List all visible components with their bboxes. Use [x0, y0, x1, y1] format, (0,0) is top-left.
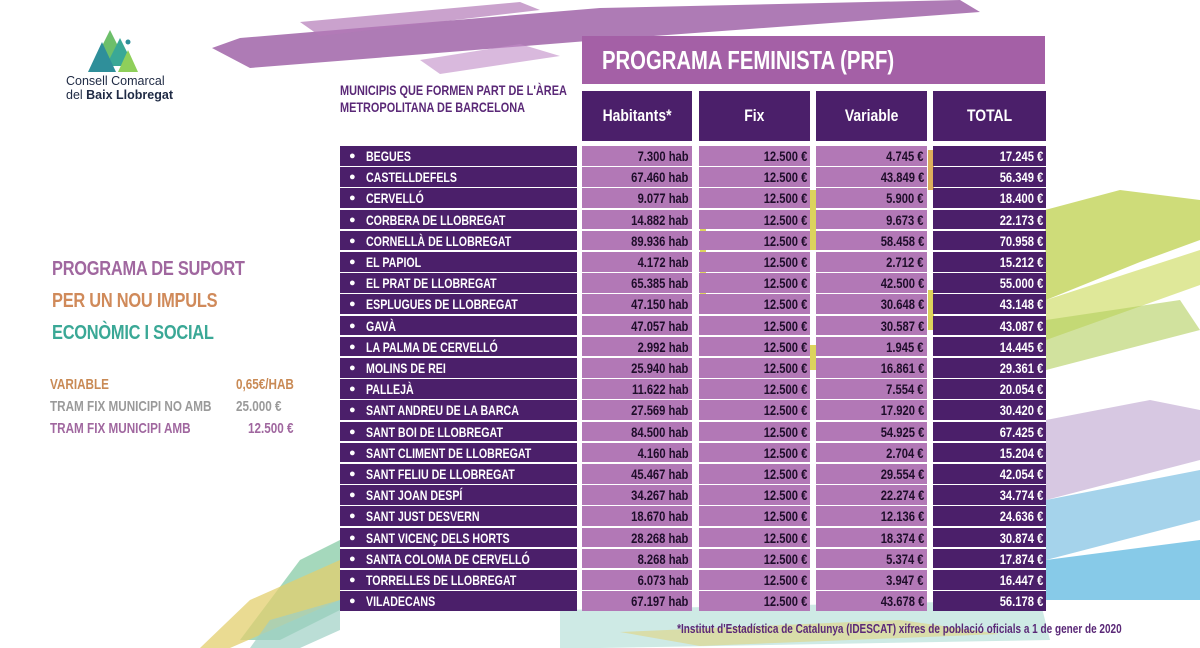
municipality-name: SANT JUST DESVERN [366, 508, 480, 525]
bullet-icon: ● [349, 298, 356, 311]
habitants-cell [582, 273, 692, 293]
fix-value: 12.500 € [763, 508, 807, 525]
variable-cell [816, 443, 927, 463]
municipality-name: SANT FELIU DE LLOBREGAT [366, 466, 515, 482]
total-cell [933, 231, 1046, 251]
total-cell [933, 188, 1046, 208]
param-value: 25.000 € [236, 398, 282, 415]
total-cell [933, 294, 1046, 314]
param-value: 0,65€/HAB [236, 376, 294, 393]
variable-value: 7.554 € [886, 381, 924, 398]
municipality-cell [340, 273, 577, 293]
habitants-cell [582, 464, 692, 484]
total-cell [933, 358, 1046, 378]
variable-value: 42.500 € [880, 275, 924, 292]
total-value: 29.361 € [999, 360, 1043, 376]
habitants-cell [582, 188, 692, 208]
variable-value: 2.704 € [886, 444, 924, 461]
fix-value: 12.500 € [763, 317, 807, 334]
habitants-cell [582, 506, 692, 526]
municipality-cell [340, 146, 577, 166]
municipality-cell [340, 549, 577, 569]
column-header-variable [816, 91, 927, 141]
habitants-cell [582, 422, 692, 442]
bullet-icon: ● [349, 277, 356, 290]
variable-value: 5.900 € [886, 190, 924, 207]
variable-value: 5.374 € [886, 550, 924, 567]
habitants-cell [582, 485, 692, 505]
habitants-value: 89.936 hab [631, 232, 689, 249]
habitants-cell [582, 146, 692, 166]
column-header-label: Habitants* [602, 106, 672, 125]
fix-value: 12.500 € [763, 466, 807, 482]
habitants-value: 34.267 hab [631, 487, 689, 504]
fix-cell [699, 210, 810, 230]
total-value: 67.425 € [999, 423, 1043, 440]
fix-cell [699, 379, 810, 399]
municipality-name: CERVELLÓ [366, 190, 424, 207]
total-cell [933, 570, 1046, 590]
variable-cell [816, 337, 927, 357]
column-header-label: Fix [744, 106, 765, 125]
municipalities-header [340, 82, 580, 116]
total-cell [933, 506, 1046, 526]
bullet-icon: ● [349, 171, 356, 184]
fix-cell [699, 485, 810, 505]
footnote [566, 622, 1122, 636]
variable-cell [816, 528, 927, 548]
logo-line-2-prefix: del [66, 88, 87, 102]
fix-cell [699, 506, 810, 526]
param-label: TRAM FIX MUNICIPI AMB [50, 420, 191, 437]
municipality-cell [340, 337, 577, 357]
fix-cell [699, 570, 810, 590]
municipality-name: CORNELLÀ DE LLOBREGAT [366, 232, 512, 249]
bullet-icon: ● [349, 595, 356, 608]
footnote-text: *Institut d'Estadística de Catalunya (IDESCAT) xifres de població oficials a 1 de gener de 2020 [677, 622, 1122, 636]
fix-value: 12.500 € [763, 487, 807, 504]
logo-line-1: Consell Comarcal [66, 74, 165, 88]
fix-cell [699, 231, 810, 251]
habitants-value: 2.992 hab [637, 338, 689, 355]
total-cell [933, 146, 1046, 166]
fix-value: 12.500 € [763, 211, 807, 228]
habitants-cell [582, 443, 692, 463]
municipality-name: SANT ANDREU DE LA BARCA [366, 402, 519, 419]
habitants-value: 45.467 hab [631, 466, 689, 482]
municipalities-header-line-2: METROPOLITANA DE BARCELONA [340, 99, 526, 115]
municipality-name: LA PALMA DE CERVELLÓ [366, 338, 498, 355]
habitants-cell [582, 570, 692, 590]
municipality-cell [340, 400, 577, 420]
bullet-icon: ● [349, 574, 356, 586]
bullet-icon: ● [349, 446, 356, 459]
municipality-name: CORBERA DE LLOBREGAT [366, 211, 506, 228]
variable-value: 54.925 € [880, 423, 924, 440]
municipality-cell [340, 316, 577, 336]
column-header-fix [699, 91, 810, 141]
bullet-icon: ● [349, 425, 356, 438]
fix-cell [699, 188, 810, 208]
municipality-name: SANT JOAN DESPÍ [366, 487, 463, 504]
total-cell [933, 485, 1046, 505]
variable-cell [816, 231, 927, 251]
bullet-icon: ● [349, 383, 356, 396]
total-value: 56.349 € [999, 169, 1043, 186]
fix-value: 12.500 € [763, 402, 807, 419]
habitants-value: 6.073 hab [637, 572, 689, 588]
fix-value: 12.500 € [763, 381, 807, 398]
habitants-value: 7.300 hab [637, 148, 689, 164]
variable-cell [816, 188, 927, 208]
fix-value: 12.500 € [763, 232, 807, 249]
total-cell [933, 167, 1046, 187]
habitants-value: 67.460 hab [631, 169, 689, 186]
bullet-icon: ● [349, 340, 356, 353]
param-tram-fix-amb [50, 420, 320, 442]
municipality-name: GAVÀ [366, 317, 396, 334]
municipality-name: TORRELLES DE LLOBREGAT [366, 572, 517, 588]
municipality-name: SANTA COLOMA DE CERVELLÓ [366, 550, 530, 567]
fix-cell [699, 252, 810, 272]
municipality-cell [340, 464, 577, 484]
habitants-value: 67.197 hab [631, 593, 689, 610]
fix-value: 12.500 € [763, 190, 807, 207]
habitants-cell [582, 167, 692, 187]
total-cell [933, 379, 1046, 399]
total-value: 14.445 € [999, 338, 1043, 355]
bullet-icon: ● [349, 510, 356, 523]
variable-value: 17.920 € [880, 402, 924, 419]
side-title-line-3: ECONÒMIC I SOCIAL [52, 322, 214, 344]
variable-value: 22.274 € [880, 487, 924, 504]
fix-cell [699, 464, 810, 484]
total-cell [933, 443, 1046, 463]
municipality-cell [340, 188, 577, 208]
habitants-cell [582, 210, 692, 230]
fix-cell [699, 358, 810, 378]
habitants-value: 25.940 hab [631, 360, 689, 376]
habitants-value: 11.622 hab [632, 381, 689, 398]
total-value: 22.173 € [999, 211, 1043, 228]
fix-cell [699, 549, 810, 569]
variable-cell [816, 273, 927, 293]
habitants-value: 4.172 hab [637, 254, 689, 270]
variable-value: 16.861 € [880, 360, 924, 376]
variable-value: 12.136 € [880, 508, 924, 525]
municipality-cell [340, 231, 577, 251]
logo-line-2 [66, 88, 173, 102]
habitants-cell [582, 337, 692, 357]
logo-line-2-bold: Baix Llobregat [86, 88, 173, 102]
total-value: 17.245 € [999, 148, 1043, 164]
habitants-cell [582, 528, 692, 548]
total-value: 30.420 € [999, 402, 1043, 419]
total-value: 70.958 € [999, 232, 1043, 249]
column-header-habitants [582, 91, 692, 141]
fix-value: 12.500 € [763, 148, 807, 164]
column-header-label: Variable [844, 106, 899, 125]
fix-value: 12.500 € [763, 338, 807, 355]
habitants-cell [582, 400, 692, 420]
fix-value: 12.500 € [763, 275, 807, 292]
municipality-name: CASTELLDEFELS [366, 169, 458, 186]
habitants-value: 84.500 hab [631, 423, 689, 440]
municipality-name: EL PRAT DE LLOBREGAT [366, 275, 497, 292]
municipality-name: ESPLUGUES DE LLOBREGAT [366, 296, 518, 313]
habitants-cell [582, 294, 692, 314]
total-value: 15.204 € [999, 444, 1043, 461]
total-cell [933, 464, 1046, 484]
habitants-value: 28.268 hab [631, 529, 689, 546]
total-cell [933, 210, 1046, 230]
habitants-cell [582, 252, 692, 272]
municipality-cell [340, 528, 577, 548]
variable-cell [816, 210, 927, 230]
variable-value: 3.947 € [886, 572, 924, 588]
municipality-cell [340, 252, 577, 272]
variable-value: 43.678 € [880, 593, 924, 610]
fix-cell [699, 146, 810, 166]
variable-value: 18.374 € [880, 529, 924, 546]
habitants-cell [582, 231, 692, 251]
municipality-cell [340, 358, 577, 378]
variable-cell [816, 252, 927, 272]
total-value: 55.000 € [999, 275, 1043, 292]
habitants-value: 8.268 hab [637, 550, 689, 567]
variable-cell [816, 422, 927, 442]
total-cell [933, 273, 1046, 293]
fix-value: 12.500 € [763, 572, 807, 588]
fix-cell [699, 400, 810, 420]
variable-cell [816, 316, 927, 336]
bullet-icon: ● [349, 552, 356, 565]
program-banner [582, 36, 1045, 84]
logo-text [66, 74, 173, 102]
total-value: 43.148 € [999, 296, 1043, 313]
fix-cell [699, 528, 810, 548]
total-cell [933, 316, 1046, 336]
variable-cell [816, 464, 927, 484]
habitants-value: 14.882 hab [631, 211, 689, 228]
variable-cell [816, 400, 927, 420]
total-cell [933, 337, 1046, 357]
bullet-icon: ● [349, 234, 356, 247]
habitants-value: 18.670 hab [631, 508, 689, 525]
column-header-label: TOTAL [966, 106, 1013, 125]
total-value: 43.087 € [999, 317, 1043, 334]
variable-value: 9.673 € [886, 211, 924, 228]
municipality-name: PALLEJÀ [366, 381, 414, 398]
municipality-cell [340, 485, 577, 505]
variable-value: 58.458 € [880, 232, 924, 249]
municipality-name: SANT CLIMENT DE LLOBREGAT [366, 444, 532, 461]
total-cell [933, 528, 1046, 548]
fix-value: 12.500 € [763, 593, 807, 610]
fix-value: 12.500 € [763, 169, 807, 186]
variable-cell [816, 379, 927, 399]
variable-cell [816, 146, 927, 166]
fix-value: 12.500 € [763, 444, 807, 461]
municipality-cell [340, 379, 577, 399]
bullet-icon: ● [349, 468, 356, 480]
fix-value: 12.500 € [763, 550, 807, 567]
total-value: 16.447 € [999, 572, 1043, 588]
bullet-icon: ● [349, 531, 356, 544]
variable-value: 29.554 € [880, 466, 924, 482]
bullet-icon: ● [349, 150, 356, 162]
total-value: 42.054 € [999, 466, 1043, 482]
fix-value: 12.500 € [763, 254, 807, 270]
side-title-line-2: PER UN NOU IMPULS [52, 290, 218, 312]
variable-value: 1.945 € [886, 338, 924, 355]
total-cell [933, 591, 1046, 611]
param-tram-fix-no-amb [50, 398, 320, 420]
variable-cell [816, 570, 927, 590]
total-value: 17.874 € [999, 550, 1043, 567]
municipality-cell [340, 443, 577, 463]
bullet-icon: ● [349, 404, 356, 417]
param-label: TRAM FIX MUNICIPI NO AMB [50, 398, 212, 415]
variable-cell [816, 485, 927, 505]
total-value: 24.636 € [999, 508, 1043, 525]
total-value: 30.874 € [999, 529, 1043, 546]
bullet-icon: ● [349, 362, 356, 374]
municipality-cell [340, 167, 577, 187]
variable-value: 30.587 € [880, 317, 924, 334]
total-cell [933, 422, 1046, 442]
municipality-cell [340, 591, 577, 611]
side-title-line-1: PROGRAMA DE SUPORT [52, 258, 245, 280]
fix-value: 12.500 € [763, 423, 807, 440]
municipality-name: VILADECANS [366, 593, 436, 610]
variable-value: 4.745 € [886, 148, 924, 164]
column-header-total [933, 91, 1046, 141]
total-value: 18.400 € [999, 190, 1043, 207]
variable-cell [816, 358, 927, 378]
municipality-cell [340, 210, 577, 230]
municipality-cell [340, 422, 577, 442]
bullet-icon: ● [349, 489, 356, 502]
fix-cell [699, 443, 810, 463]
param-variable [50, 376, 320, 398]
habitants-cell [582, 316, 692, 336]
param-value: 12.500 € [248, 420, 294, 437]
total-value: 15.212 € [999, 254, 1043, 270]
total-value: 56.178 € [999, 593, 1043, 610]
program-banner-text: PROGRAMA FEMINISTA (PRF) [602, 45, 895, 75]
variable-cell [816, 506, 927, 526]
fix-cell [699, 422, 810, 442]
variable-value: 43.849 € [880, 169, 924, 186]
municipality-name: SANT BOI DE LLOBREGAT [366, 423, 503, 440]
fix-cell [699, 167, 810, 187]
municipalities-header-line-1: MUNICIPIS QUE FORMEN PART DE L'ÀREA [340, 82, 567, 98]
fix-value: 12.500 € [763, 360, 807, 376]
variable-value: 2.712 € [886, 254, 924, 270]
param-label: VARIABLE [50, 376, 109, 393]
total-value: 34.774 € [999, 487, 1043, 504]
bullet-icon: ● [349, 192, 356, 205]
total-cell [933, 400, 1046, 420]
variable-value: 30.648 € [880, 296, 924, 313]
habitants-cell [582, 358, 692, 378]
municipality-name: MOLINS DE REI [366, 360, 446, 376]
habitants-value: 4.160 hab [637, 444, 689, 461]
municipality-cell [340, 506, 577, 526]
fix-value: 12.500 € [763, 529, 807, 546]
habitants-cell [582, 379, 692, 399]
bullet-icon: ● [349, 213, 356, 226]
habitants-value: 27.569 hab [631, 402, 689, 419]
fix-cell [699, 337, 810, 357]
bullet-icon: ● [349, 319, 356, 332]
total-value: 20.054 € [999, 381, 1043, 398]
variable-cell [816, 167, 927, 187]
fix-cell [699, 294, 810, 314]
municipality-cell [340, 294, 577, 314]
municipality-name: BEGUES [366, 148, 411, 164]
variable-cell [816, 591, 927, 611]
total-cell [933, 549, 1046, 569]
habitants-value: 47.057 hab [631, 317, 689, 334]
variable-cell [816, 294, 927, 314]
habitants-value: 65.385 hab [631, 275, 689, 292]
habitants-value: 47.150 hab [631, 296, 689, 313]
parameters-list [50, 376, 320, 442]
total-cell [933, 252, 1046, 272]
municipality-cell [340, 570, 577, 590]
variable-cell [816, 549, 927, 569]
habitants-value: 9.077 hab [637, 190, 689, 207]
habitants-cell [582, 591, 692, 611]
municipality-name: SANT VICENÇ DELS HORTS [366, 529, 510, 546]
bullet-icon: ● [349, 256, 356, 268]
fix-cell [699, 591, 810, 611]
fix-cell [699, 316, 810, 336]
municipality-name: EL PAPIOL [366, 254, 422, 270]
fix-cell [699, 273, 810, 293]
fix-value: 12.500 € [763, 296, 807, 313]
habitants-cell [582, 549, 692, 569]
